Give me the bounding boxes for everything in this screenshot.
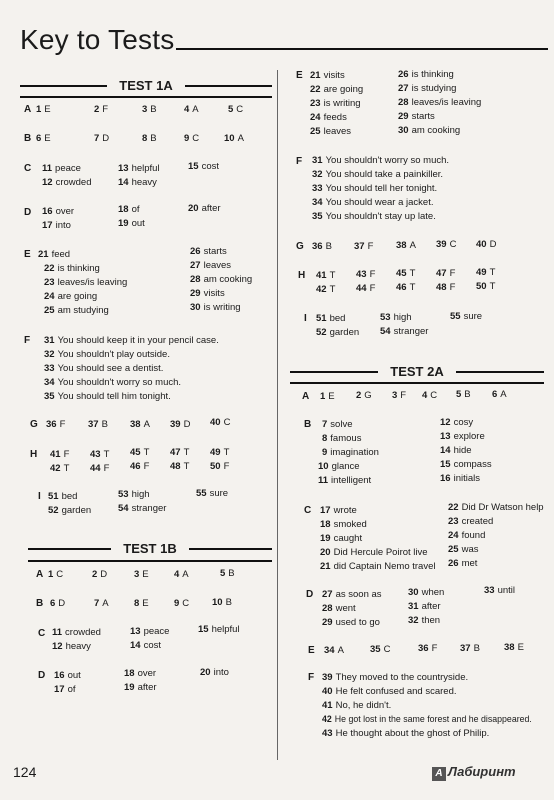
answer-item: 9 imagination <box>322 447 379 458</box>
answer-item: 14 heavy <box>118 177 157 188</box>
publisher-logo <box>432 764 516 781</box>
section-label: A <box>24 104 32 115</box>
answer-item: 7 D <box>94 133 110 144</box>
answer-item: 24 found <box>448 530 486 541</box>
section-label: I <box>38 491 41 502</box>
answer-item: 19 out <box>118 218 145 229</box>
answer-item: 20 after <box>188 203 221 214</box>
answer-item: 4 C <box>422 390 438 401</box>
section-label: E <box>308 645 315 656</box>
answer-item: 36 B <box>312 241 332 252</box>
answer-item: 38 A <box>396 240 416 251</box>
answer-item: 8 B <box>142 133 157 144</box>
answer-item: 55 sure <box>196 488 229 499</box>
answer-item: 29 visits <box>190 288 225 299</box>
answer-item: 10 B <box>212 597 232 608</box>
answer-item: 11 intelligent <box>318 475 372 486</box>
answer-item: 20 into <box>200 667 229 678</box>
answer-item: 22 are going <box>310 84 364 95</box>
answer-item: 40 D <box>476 239 497 250</box>
answer-item: 42 T <box>316 284 336 295</box>
answer-item: 38 E <box>504 642 524 653</box>
answer-item: 41 No, he didn't. <box>322 700 392 711</box>
answer-item: 51 bed <box>48 491 78 502</box>
answer-item: 32 You should take a painkiller. <box>312 169 444 180</box>
answer-item: 30 am cooking <box>398 125 461 136</box>
answer-item: 28 am cooking <box>190 274 253 285</box>
section-label: H <box>30 449 38 460</box>
answer-item: 33 You should tell her tonight. <box>312 183 438 194</box>
answer-item: 16 initials <box>440 473 480 484</box>
answer-item: 27 is studying <box>398 83 457 94</box>
answer-item: 17 of <box>54 684 76 695</box>
answer-item: 11 crowded <box>52 627 101 638</box>
answer-item: 9 C <box>174 598 190 609</box>
answer-item: 13 peace <box>130 626 170 637</box>
answer-item: 16 over <box>42 206 75 217</box>
answer-item: 12 heavy <box>52 641 91 652</box>
answer-item: 53 high <box>380 312 412 323</box>
section-label: B <box>36 598 44 609</box>
section-label: B <box>304 419 312 430</box>
answer-item: 3 F <box>392 390 407 401</box>
answer-item: 44 F <box>356 283 376 294</box>
answer-item: 31 You should keep it in your pencil case. <box>44 335 219 346</box>
answer-item: 15 helpful <box>198 624 240 635</box>
answer-item: 39 They moved to the countryside. <box>322 672 469 683</box>
answer-item: 33 until <box>484 585 516 596</box>
answer-item: 5 C <box>228 104 244 115</box>
answer-item: 18 of <box>118 204 140 215</box>
answer-item: 1 C <box>48 569 64 580</box>
answer-item: 29 starts <box>398 111 435 122</box>
answer-item: 27 as soon as <box>322 589 382 600</box>
answer-item: 3 E <box>134 569 149 580</box>
test-1b-rule <box>28 560 272 562</box>
answer-item: 26 starts <box>190 246 227 257</box>
answer-item: 25 leaves <box>310 126 352 137</box>
answer-item: 40 C <box>210 417 231 428</box>
answer-item: 18 over <box>124 668 157 679</box>
section-label: I <box>304 313 307 324</box>
answer-item: 13 helpful <box>118 163 160 174</box>
answer-item: 28 leaves/is leaving <box>398 97 482 108</box>
answer-item: 42 T <box>50 463 70 474</box>
answer-item: 45 T <box>130 447 150 458</box>
answer-item: 34 You should wear a jacket. <box>312 197 434 208</box>
answer-item: 21 visits <box>310 70 345 81</box>
answer-item: 48 T <box>170 461 190 472</box>
answer-item: 15 cost <box>188 161 220 172</box>
answer-item: 36 F <box>418 643 438 654</box>
answer-item: 7 solve <box>322 419 353 430</box>
section-label: F <box>296 156 303 167</box>
answer-item: 22 Did Dr Watson help <box>448 502 544 513</box>
answer-item: 2 G <box>356 390 372 401</box>
answer-item: 14 hide <box>440 445 472 456</box>
test-2a-rule <box>290 382 544 384</box>
answer-item: 23 leaves/is leaving <box>44 277 128 288</box>
answer-item: 37 B <box>88 419 108 430</box>
answer-item: 6 E <box>36 133 51 144</box>
answer-item: 50 F <box>210 461 230 472</box>
answer-item: 27 leaves <box>190 260 232 271</box>
answer-item: 8 E <box>134 598 149 609</box>
answer-item: 42 He got lost in the same forest and he disappeared. <box>322 714 532 724</box>
answer-item: 16 out <box>54 670 81 681</box>
answer-item: 12 crowded <box>42 177 92 188</box>
column-divider <box>277 70 278 760</box>
answer-item: 23 is writing <box>310 98 361 109</box>
test-2a-heading: TEST 2A <box>290 364 544 379</box>
section-label: F <box>24 335 31 346</box>
answer-item: 23 created <box>448 516 494 527</box>
answer-item: 2 D <box>92 569 108 580</box>
answer-item: 43 T <box>90 449 110 460</box>
answer-item: 29 used to go <box>322 617 380 628</box>
answer-item: 34 You shouldn't worry so much. <box>44 377 182 388</box>
answer-item: 26 met <box>448 558 478 569</box>
answer-item: 49 T <box>210 447 230 458</box>
logo-text: Лабиринт <box>448 764 516 779</box>
answer-item: 44 F <box>90 463 110 474</box>
answer-item: 25 was <box>448 544 479 555</box>
answer-item: 2 F <box>94 104 109 115</box>
answer-item: 5 B <box>456 389 471 400</box>
answer-item: 52 garden <box>48 505 92 516</box>
answer-item: 41 T <box>316 270 336 281</box>
answer-item: 40 He felt confused and scared. <box>322 686 457 697</box>
answer-item: 39 C <box>436 239 457 250</box>
answer-item: 46 F <box>130 461 150 472</box>
answer-item: 50 T <box>476 281 496 292</box>
section-label: E <box>24 249 31 260</box>
answer-item: 18 smoked <box>320 519 367 530</box>
answer-item: 36 F <box>46 419 66 430</box>
answer-item: 34 A <box>324 645 344 656</box>
answer-item: 32 You shouldn't play outside. <box>44 349 170 360</box>
answer-item: 48 F <box>436 282 456 293</box>
section-label: E <box>296 70 303 81</box>
answer-item: 19 caught <box>320 533 363 544</box>
answer-item: 53 high <box>118 489 150 500</box>
answer-item: 8 famous <box>322 433 362 444</box>
section-label: A <box>36 569 44 580</box>
answer-item: 55 sure <box>450 311 483 322</box>
answer-item: 28 went <box>322 603 356 614</box>
title-rule <box>176 48 548 50</box>
answer-item: 51 bed <box>316 313 346 324</box>
section-label: A <box>302 391 310 402</box>
answer-item: 22 is thinking <box>44 263 100 274</box>
answer-item: 21 did Captain Nemo travel <box>320 561 436 572</box>
page-title: Key to Tests <box>20 24 175 55</box>
answer-item: 30 when <box>408 587 445 598</box>
answer-item: 14 cost <box>130 640 162 651</box>
answer-item: 1 E <box>320 391 335 402</box>
answer-item: 10 glance <box>318 461 360 472</box>
answer-item: 25 am studying <box>44 305 109 316</box>
answer-item: 37 F <box>354 241 374 252</box>
answer-item: 33 You should see a dentist. <box>44 363 164 374</box>
section-label: D <box>306 589 314 600</box>
answer-item: 31 You shouldn't worry so much. <box>312 155 450 166</box>
answer-item: 43 He thought about the ghost of Philip. <box>322 728 490 739</box>
answer-item: 35 C <box>370 644 391 655</box>
answer-item: 12 cosy <box>440 417 474 428</box>
answer-item: 38 A <box>130 419 150 430</box>
answer-item: 49 T <box>476 267 496 278</box>
answer-item: 45 T <box>396 268 416 279</box>
section-label: D <box>38 670 46 681</box>
answer-item: 46 T <box>396 282 416 293</box>
answer-item: 11 peace <box>42 163 81 174</box>
answer-item: 47 T <box>170 447 190 458</box>
section-label: G <box>296 241 304 252</box>
test-1a-rule <box>20 96 272 98</box>
answer-item: 24 feeds <box>310 112 347 123</box>
answer-item: 3 B <box>142 104 157 115</box>
answer-item: 26 is thinking <box>398 69 454 80</box>
answer-item: 54 stranger <box>380 326 429 337</box>
answer-item: 54 stranger <box>118 503 167 514</box>
answer-item: 47 F <box>436 268 456 279</box>
answer-item: 35 You should tell him tonight. <box>44 391 171 402</box>
answer-item: 15 compass <box>440 459 492 470</box>
answer-item: 1 E <box>36 104 51 115</box>
answer-item: 37 B <box>460 643 480 654</box>
section-label: D <box>24 207 32 218</box>
section-label: H <box>298 270 306 281</box>
section-label: C <box>304 505 312 516</box>
answer-item: 31 after <box>408 601 441 612</box>
answer-item: 43 F <box>356 269 376 280</box>
answer-item: 4 A <box>174 569 189 580</box>
section-label: B <box>24 133 32 144</box>
answer-item: 35 You shouldn't stay up late. <box>312 211 436 222</box>
answer-item: 7 A <box>94 598 109 609</box>
answer-item: 10 A <box>224 133 244 144</box>
answer-item: 4 A <box>184 104 199 115</box>
answer-item: 17 into <box>42 220 71 231</box>
section-label: C <box>38 628 46 639</box>
logo-mark-icon: A <box>432 767 446 781</box>
answer-item: 17 wrote <box>320 505 357 516</box>
section-label: F <box>308 672 315 683</box>
answer-item: 41 F <box>50 449 70 460</box>
answer-item: 9 C <box>184 133 200 144</box>
answer-item: 21 feed <box>38 249 71 260</box>
test-1b-heading: TEST 1B <box>28 541 272 556</box>
answer-item: 30 is writing <box>190 302 241 313</box>
answer-item: 13 explore <box>440 431 485 442</box>
answer-item: 6 A <box>492 389 507 400</box>
section-label: G <box>30 419 38 430</box>
answer-item: 6 D <box>50 598 66 609</box>
answer-item: 39 D <box>170 419 191 430</box>
section-label: C <box>24 163 32 174</box>
answer-item: 24 are going <box>44 291 98 302</box>
answer-item: 52 garden <box>316 327 360 338</box>
page-number: 124 <box>13 764 37 780</box>
answer-item: 32 then <box>408 615 441 626</box>
answer-item: 5 B <box>220 568 235 579</box>
answer-item: 20 Did Hercule Poirot live <box>320 547 428 558</box>
test-1a-heading: TEST 1A <box>20 78 272 93</box>
answer-item: 19 after <box>124 682 157 693</box>
